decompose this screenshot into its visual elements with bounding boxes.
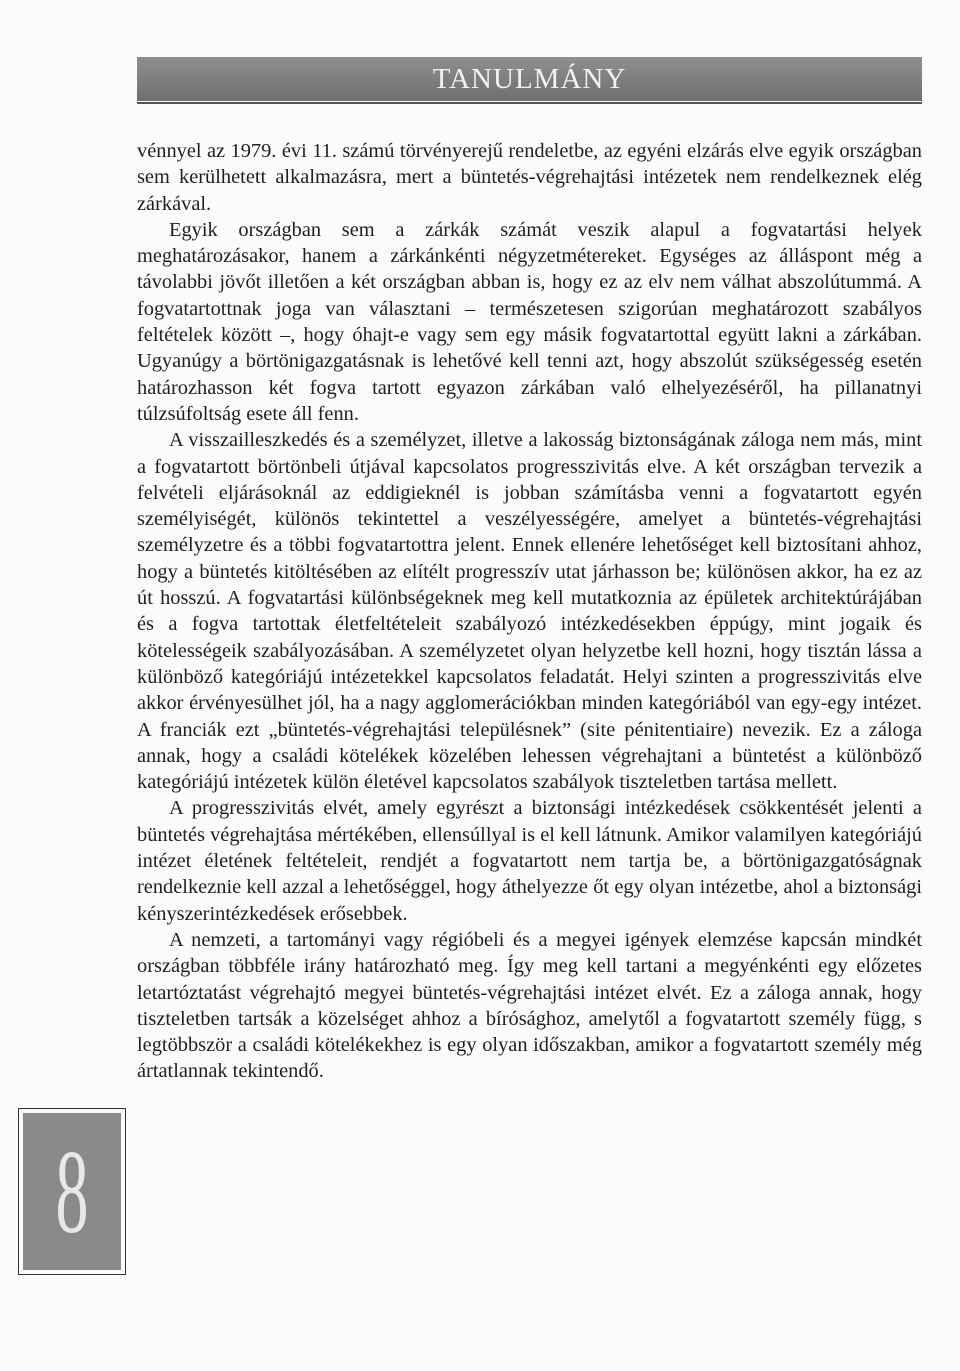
paragraph: A visszailleszkedés és a személyzet, illetve a lakosság biztonságának záloga nem más, mint a fogvatartott börtönbeli útjával kapcsolatos progresszivitás elve. A két országban tervezik a felvételi eljárásoknál az eddigieknél is jobban számításba venni a fogvatartott egyén személyiségét, különös tekintettel a veszélyességére, amelyet a büntetés-végrehajtási személyzetre és a többi fogvatartottra jelent. Ennek ellenére lehetőséget kell biztosítani ahhoz, hogy a büntetés kitöltésében az elítélt progresszív utat járhasson be; különösen akkor, ha ez az út hosszú. A fogvatartási különbségeknek meg kell mutatkoznia az épületek architektúrájában és a fogva tartottak életfeltételeit szabályozó intézkedésekben éppúgy, mint jogaik és kötelességeik szabályozásában. A személyzetet olyan helyzetbe kell hozni, hogy tisztán lássa a különböző kategóriájú intézetekkel kapcsolatos feladatát. Helyi szinten a progresszivitás elve akkor érvényesülhet jól, ha a nagy agglomerációkban minden kategóriából van egy-egy intézet. A franciák ezt „büntetés-végrehajtási településnek” (site pénitentiaire) nevezik. Ez a záloga annak, hogy a családi kötelékek közelében lehessen végrehajtani a büntetést a különböző kategóriájú intézetek külön életével kapcsolatos szabályok tiszteletben tartása mellett.: [137, 429, 922, 794]
page-number-tab: [18, 1108, 126, 1275]
page-number-box: [23, 1113, 121, 1270]
section-header: [137, 57, 922, 101]
paragraph: A nemzeti, a tartományi vagy régióbeli és a megyei igények elemzése kapcsán mindkét országban többféle irány határozható meg. Így meg kell tartani a megyénkénti egy előzetes letartóztatást végrehajtó megyei büntetés-végrehajtási intézet elvét. Ez a záloga annak, hogy tiszteletben tartsák a közelséget ahhoz a bírósághoz, amelytől a fogvatartott személy függ, s legtöbbször a családi kötelékekhez is egy olyan időszakban, amikor a fogvatartott személy még ártatlannak tekintendő.: [137, 928, 922, 1083]
section-title: TANULMÁNY: [432, 62, 627, 95]
paragraph: A progresszivitás elvét, amely egyrészt a biztonsági intézkedések csökkentését jelenti a büntetés végrehajtása mértékében, ellensúllyal is el kell látnunk. Amikor valamilyen kategóriájú intézet életének feltételeit, rendjét a fogvatartott nem tartja be, a börtönigazgatóságnak rendelkeznie kell azzal a lehetőséggel, hogy áthelyezze őt egy olyan intézetbe, ahol a biztonsági kényszerintézkedések erősebbek.: [137, 797, 922, 925]
paragraph: vénnyel az 1979. évi 11. számú törvényerejű rendeletbe, az egyéni elzárás elve egyik országban sem kerülhetett alkalmazásra, mert a büntetés-végrehajtási intézetek nem rendelkeznek elég zárkával.: [137, 140, 922, 215]
header-rule: [137, 102, 922, 104]
paragraph: Egyik országban sem a zárkák számát veszik alapul a fogvatartási helyek meghatározásakor, hanem a zárkánkénti négyzetmétereket. Egységes az álláspont még a távolabbi jövőt illetően a két országban abban is, hogy ez az elv nem válhat abszolútummá. A fogvatartottnak joga van választani – természetesen szigorúan meghatározott szabályos feltételek között –, hogy óhajt-e vagy sem egy másik fogvatartottal együtt lakni a zárkában. Ugyanúgy a börtönigazgatásnak is lehetővé kell tenni azt, hogy abszolút szükségesség esetén határozhasson két fogva tartott egyazon zárkában való elhelyezéséről, ha pillanatnyi túlzsúfoltság esete áll fenn.: [137, 218, 922, 425]
page-number: 8: [55, 1124, 89, 1258]
body-text: [137, 138, 922, 1085]
